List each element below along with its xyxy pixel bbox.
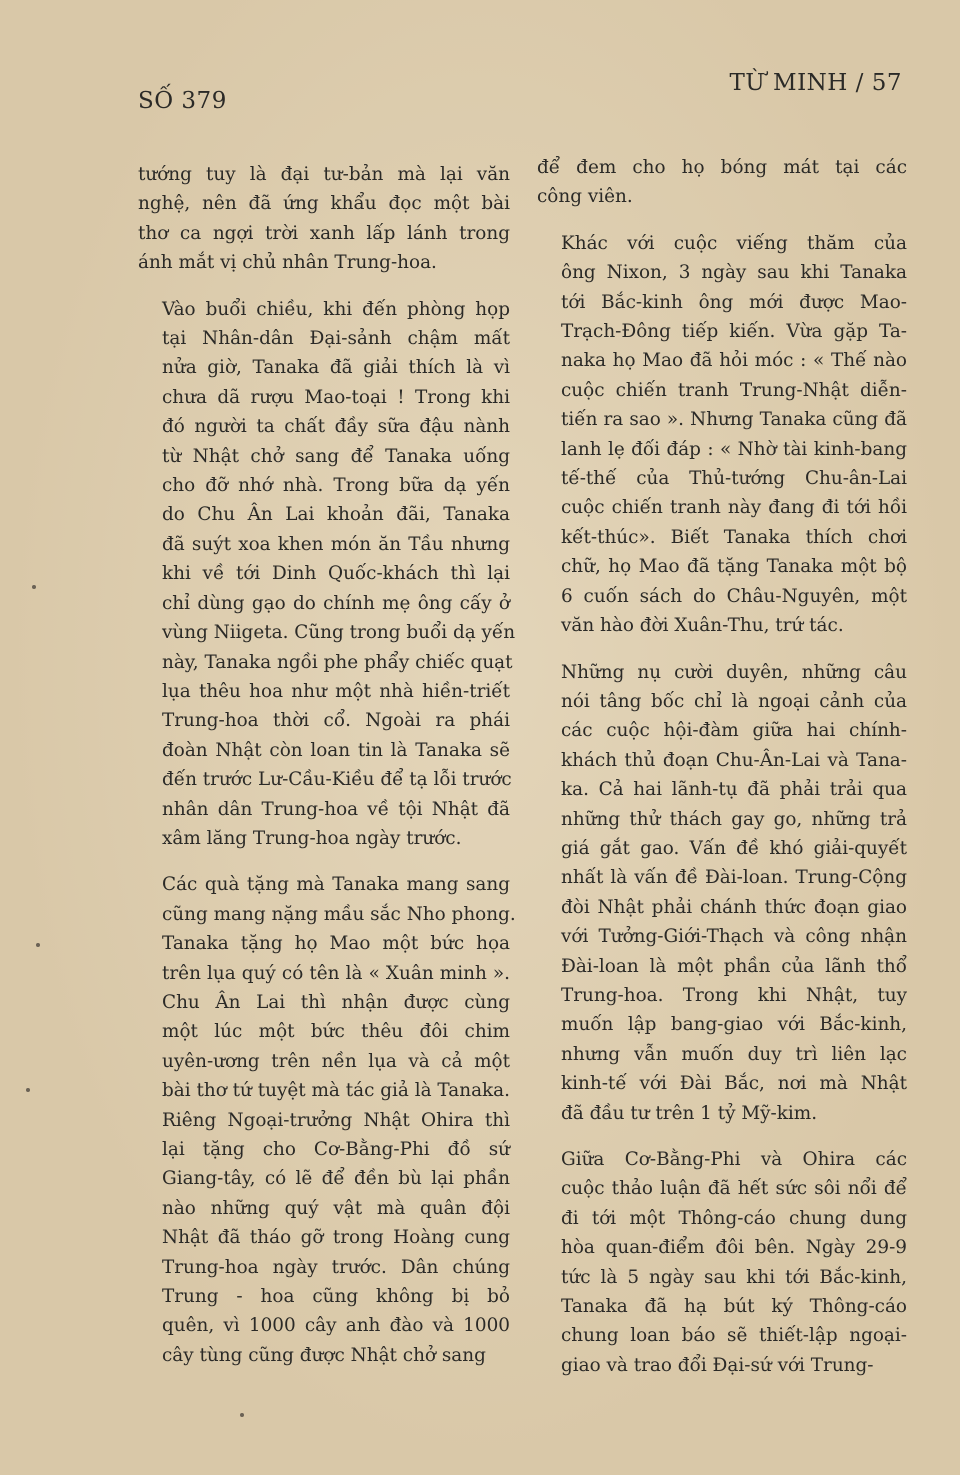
- text-line: nghệ, nên đã ứng khẩu đọc một bài: [138, 193, 510, 215]
- text-line: Trung-hoa ngày trước. Dân chúng: [162, 1256, 510, 1278]
- text-line: do Chu Ân Lai khoản đãi, Tanaka: [162, 504, 510, 526]
- text-line: Trung-hoa. Trong khi Nhật, tuy: [561, 984, 907, 1006]
- text-line: đã suýt xoa khen món ăn Tầu nhưng: [162, 533, 510, 555]
- text-line: quên, vì 1000 cây anh đào và 1000: [162, 1315, 510, 1337]
- text-line: Nhật đã tháo gỡ trong Hoàng cung: [162, 1227, 510, 1249]
- text-line: Trung - hoa cũng không bị bỏ: [162, 1286, 510, 1308]
- text-line: từ Nhật chở sang để Tanaka uống: [162, 445, 510, 467]
- paragraph: [138, 870, 516, 1370]
- author-page-number: TỪ MINH / 57: [729, 70, 902, 96]
- text-line: đoàn Nhật còn loan tin là Tanaka sẽ: [162, 739, 510, 761]
- text-line: đến trước Lư-Cầu-Kiều để tạ lỗi trước: [162, 769, 512, 791]
- text-line: nói tâng bốc chỉ là ngoại cảnh của: [561, 690, 907, 712]
- text-line: Đài-loan là một phần của lãnh thổ: [561, 955, 907, 977]
- text-line: thơ ca ngợi trời xanh lấp lánh trong: [138, 222, 510, 244]
- text-line: tức là 5 ngày sau khi tới Bắc-kinh,: [561, 1266, 907, 1288]
- text-line: ánh mắt vị chủ nhân Trung-hoa.: [138, 252, 437, 274]
- text-line: Chu Ân Lai thì nhận được cùng: [162, 991, 510, 1013]
- paragraph: [537, 658, 907, 1129]
- text-line: với Tưởng-Giới-Thạch và công nhận: [561, 926, 907, 948]
- text-line: cuộc chiến tranh Trung-Nhật diễn-: [561, 379, 907, 401]
- text-line: ka. Cả hai lãnh-tụ đã phải trải qua: [561, 779, 907, 801]
- text-line: trên lụa quý có tên là « Xuân minh ».: [162, 962, 510, 984]
- text-line: tại Nhân-dân Đại-sảnh chậm mất: [162, 328, 510, 350]
- text-line: công viên.: [537, 186, 633, 208]
- text-line: muốn lập bang-giao với Bắc-kinh,: [561, 1014, 907, 1036]
- text-line: Các quà tặng mà Tanaka mang sang: [162, 874, 510, 896]
- text-line: các cuộc hội-đàm giữa hai chính-: [561, 720, 907, 742]
- text-line: tế-thế của Thủ-tướng Chu-ân-Lai: [561, 468, 907, 490]
- text-line: đó người ta chất đầy sữa đậu nành: [162, 416, 510, 438]
- text-line: nhất là vấn đề Đài-loan. Trung-Cộng: [561, 867, 907, 889]
- text-line: cuộc thảo luận đã hết sức sôi nổi để: [561, 1178, 907, 1200]
- text-line: xâm lăng Trung-hoa ngày trước.: [162, 827, 462, 849]
- text-line: chung loan báo sẽ thiết-lập ngoại-: [561, 1325, 907, 1347]
- text-line: văn hào đời Xuân-Thu, trứ tác.: [561, 615, 844, 637]
- text-line: này, Tanaka ngồi phe phẩy chiếc quạt: [162, 651, 513, 673]
- paragraph: [537, 229, 907, 641]
- text-line: tới Bắc-kinh ông mới được Mao-: [561, 291, 907, 313]
- text-line: naka họ Mao đã hỏi móc : « Thế nào: [561, 350, 907, 372]
- text-line: Riêng Ngoại-trưởng Nhật Ohira thì: [162, 1109, 510, 1131]
- text-line: chưa dã rượu Mao-toại ! Trong khi: [162, 386, 510, 408]
- text-line: tướng tuy là đại tư-bản mà lại văn: [138, 164, 510, 185]
- text-line: Khác với cuộc viếng thăm của: [561, 232, 907, 254]
- text-line: Tanaka đã hạ bút ký Thông-cáo: [561, 1296, 907, 1318]
- text-line: đã đầu tư trên 1 tỷ Mỹ-kim.: [561, 1102, 818, 1124]
- text-line: đi tới một Thông-cáo chung dung: [561, 1207, 907, 1229]
- text-line: Giang-tây, có lẽ để đền bù lại phần: [162, 1168, 510, 1190]
- text-line: vùng Niigeta. Cũng trong buổi dạ yến: [162, 622, 516, 644]
- text-line: cây tùng cũng được Nhật chở sang: [162, 1344, 486, 1366]
- text-line: 6 cuốn sách do Châu-Nguyên, một: [561, 585, 907, 607]
- text-line: kết-thúc». Biết Tanaka thích chơi: [561, 526, 907, 548]
- text-line: Vào buổi chiều, khi đến phòng họp: [162, 298, 510, 320]
- right-text-column: [537, 153, 907, 1397]
- text-line: chỉ dùng gạo do chính mẹ ông cấy ở: [162, 592, 510, 614]
- text-line: đòi Nhật phải chánh thức đoạn giao: [561, 896, 907, 918]
- text-line: nhân dân Trung-hoa về tội Nhật đã: [162, 798, 510, 820]
- text-line: chữ, họ Mao đã tặng Tanaka một bộ: [561, 556, 907, 578]
- text-line: lanh lẹ đối đáp : « Nhờ tài kinh-bang: [561, 438, 907, 460]
- text-line: khi về tới Dinh Quốc-khách thì lại: [162, 563, 510, 585]
- text-line: cũng mang nặng mầu sắc Nho phong.: [162, 903, 516, 925]
- text-line: nửa giờ, Tanaka đã giải thích là vì: [162, 357, 510, 379]
- text-line: giá gắt gao. Vấn đề khó giải-quyết: [561, 837, 907, 859]
- text-line: những thử thách gay go, những trả: [561, 808, 907, 830]
- text-line: Giữa Cơ-Bằng-Phi và Ohira các: [561, 1149, 907, 1170]
- text-line: Tanaka tặng họ Mao một bức họa: [162, 933, 510, 955]
- text-line: cho đỡ nhớ nhà. Trong bữa dạ yến: [162, 475, 510, 497]
- text-line: Trung-hoa thời cổ. Ngoài ra phái: [162, 710, 510, 732]
- text-line: một lúc một bức thêu đôi chim: [162, 1021, 510, 1043]
- issue-number: SỐ 379: [138, 88, 227, 114]
- text-line: Trạch-Đông tiếp kiến. Vừa gặp Ta-: [561, 321, 907, 343]
- text-line: hòa quan-điểm đôi bên. Ngày 29-9: [561, 1237, 907, 1259]
- text-line: tiến ra sao ». Nhưng Tanaka cũng đã: [561, 409, 907, 431]
- text-line: bài thơ tứ tuyệt mà tác giả là Tanaka.: [162, 1080, 510, 1102]
- text-line: nhưng vẫn muốn duy trì liên lạc: [561, 1043, 907, 1065]
- text-line: uyên-ương trên nền lụa và cả một: [162, 1050, 510, 1072]
- paragraph: [537, 153, 907, 212]
- text-line: lại tặng cho Cơ-Bằng-Phi đồ sứ: [162, 1139, 510, 1160]
- text-line: để đem cho họ bóng mát tại các: [537, 157, 907, 178]
- text-line: giao và trao đổi Đại-sứ với Trung-: [561, 1354, 874, 1376]
- text-line: kinh-tế với Đài Bắc, nơi mà Nhật: [561, 1073, 907, 1095]
- paragraph: [138, 295, 516, 854]
- text-line: lụa thêu hoa như một nhà hiền-triết: [162, 680, 510, 702]
- text-line: nào những quý vật mà quân đội: [162, 1197, 510, 1219]
- text-line: khách thủ đoạn Chu-Ân-Lai và Tana-: [561, 749, 907, 771]
- left-text-column: [138, 160, 516, 1387]
- text-line: Những nụ cười duyên, những câu: [561, 661, 907, 683]
- paragraph: [138, 160, 510, 278]
- text-line: cuộc chiến tranh này đang đi tới hồi: [561, 497, 907, 519]
- text-line: ông Nixon, 3 ngày sau khi Tanaka: [561, 262, 907, 284]
- paragraph: [537, 1145, 907, 1380]
